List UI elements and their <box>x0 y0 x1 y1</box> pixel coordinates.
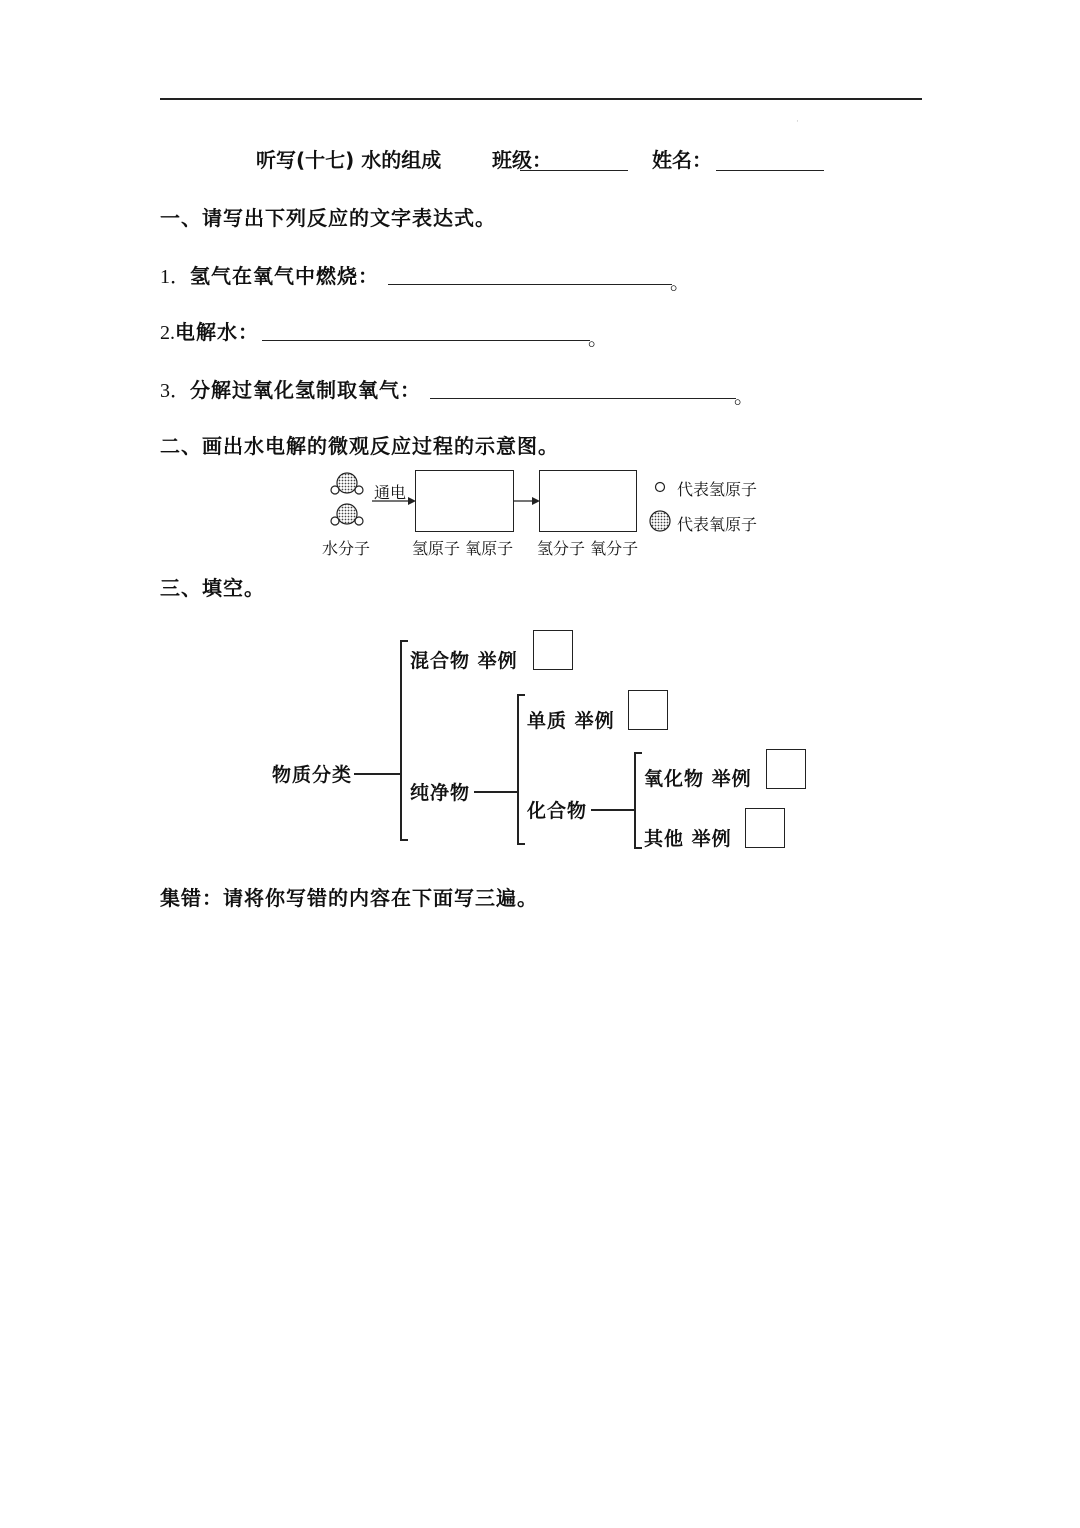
pure-connector <box>474 791 518 793</box>
bracket-3-top <box>634 752 642 754</box>
page-title: 听写(十七) 水的组成 <box>256 148 442 172</box>
tree-compound-label: 化合物 <box>527 800 588 822</box>
name-label: 姓名： <box>652 148 712 172</box>
bracket-1 <box>400 640 402 840</box>
bracket-2-top <box>517 694 525 696</box>
water-molecules-icon <box>326 470 370 530</box>
water-molecule-label: 水分子 <box>322 539 371 558</box>
section3-heading: 三、填空。 <box>160 576 265 600</box>
drawing-box-molecules[interactable] <box>539 470 637 532</box>
mixture-example-box[interactable] <box>533 630 573 670</box>
answer-line-2[interactable] <box>262 340 590 341</box>
legend-hydrogen: 代表氢原子 <box>677 480 758 499</box>
tree-element-label: 单质 举例 <box>527 710 615 732</box>
bracket-3-bottom <box>634 847 642 849</box>
bracket-2-bottom <box>517 843 525 845</box>
oxide-example-box[interactable] <box>766 749 806 789</box>
tree-oxide-label: 氧化物 举例 <box>644 768 752 790</box>
question-2: 2.电解水： <box>160 320 259 344</box>
hydrogen-atom-icon <box>652 479 668 495</box>
answer-line-3[interactable] <box>430 398 736 399</box>
section1-heading: 一、请写出下列反应的文字表达式。 <box>160 206 496 230</box>
other-example-box[interactable] <box>745 808 785 848</box>
legend-oxygen: 代表氧原子 <box>677 515 758 534</box>
error-collection-note: 集错：请将你写错的内容在下面写三遍。 <box>160 886 538 910</box>
scan-dot: · <box>796 117 799 127</box>
arrow-1-icon <box>372 494 418 508</box>
tree-pure-label: 纯净物 <box>410 782 471 804</box>
arrow-2-icon <box>514 494 542 508</box>
question-3: 3．分解过氧化氢制取氧气： <box>160 378 421 402</box>
bracket-3 <box>634 752 636 848</box>
bracket-2 <box>517 694 519 844</box>
answer-line-1[interactable] <box>388 284 672 285</box>
period-1: 。 <box>670 270 690 294</box>
class-label: 班级： <box>492 148 552 172</box>
section2-heading: 二、画出水电解的微观反应过程的示意图。 <box>160 434 559 458</box>
molecules-label: 氢分子 氧分子 <box>537 539 639 558</box>
period-3: 。 <box>734 384 754 408</box>
compound-connector <box>591 809 635 811</box>
top-rule <box>160 98 922 100</box>
period-2: 。 <box>588 326 608 350</box>
tree-other-label: 其他 举例 <box>644 828 732 850</box>
root-connector <box>354 773 400 775</box>
bracket-1-bottom <box>400 839 408 841</box>
drawing-box-atoms[interactable] <box>415 470 514 532</box>
arrow-label: 通电 <box>374 483 407 502</box>
oxygen-atom-icon <box>648 509 672 533</box>
tree-mixture-label: 混合物 举例 <box>410 650 518 672</box>
atoms-label: 氢原子 氧原子 <box>412 539 514 558</box>
tree-root-label: 物质分类 <box>272 764 353 786</box>
question-1: 1．氢气在氧气中燃烧： <box>160 264 379 288</box>
element-example-box[interactable] <box>628 690 668 730</box>
bracket-1-top <box>400 640 408 642</box>
